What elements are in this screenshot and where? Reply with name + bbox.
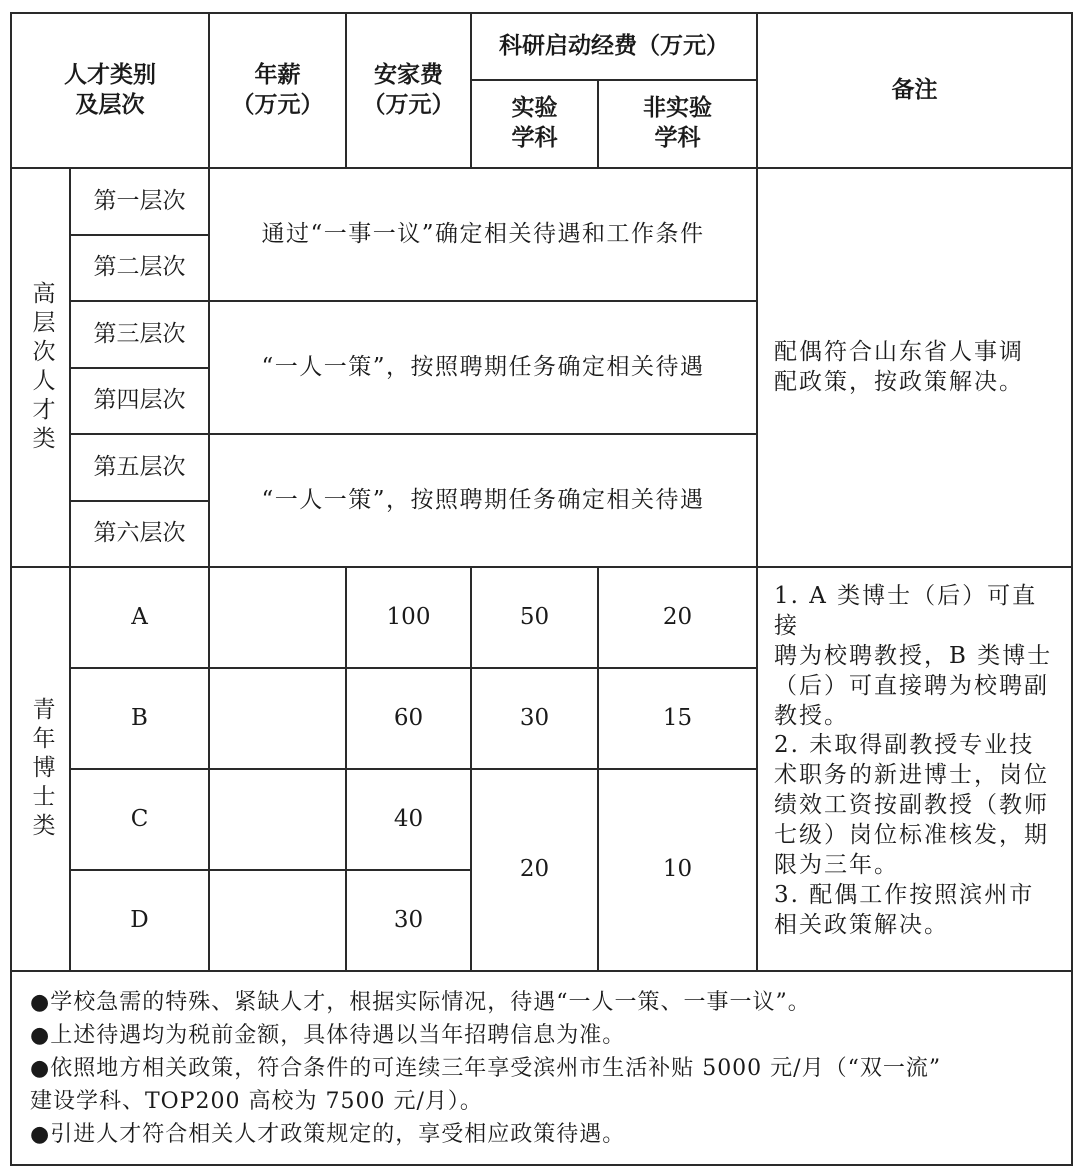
table-row	[11, 168, 1072, 235]
remark-line: 七级）岗位标准核发，期	[774, 822, 1049, 849]
header-non-experimental-line-2: 学科	[654, 125, 701, 151]
header-salary-line-2: （万元）	[231, 91, 324, 118]
level-cell: 第一层次	[70, 168, 209, 235]
experimental-cell: 50	[471, 567, 598, 668]
header-experimental-line-2: 学科	[511, 125, 558, 151]
level-cell: A	[70, 567, 209, 668]
level-cell: 第五层次	[70, 434, 209, 501]
remark-young-phd	[757, 567, 1072, 971]
remark-line: 相关政策解决。	[774, 911, 949, 938]
header-housing	[346, 13, 471, 168]
footer-notes	[11, 971, 1072, 1165]
header-non-experimental-line-1: 非实验	[643, 95, 712, 122]
level-cell: 第三层次	[70, 301, 209, 368]
non-experimental-cell: 20	[598, 567, 757, 668]
header-experimental	[471, 80, 598, 168]
header-housing-line-1: 安家费	[374, 61, 443, 88]
remark-line: 3. 配偶工作按照滨州市	[774, 881, 1035, 908]
group-label-young-phd-text: 青年博士类	[28, 696, 55, 842]
salary-cell	[209, 567, 346, 668]
non-experimental-cell-cd: 10	[598, 769, 757, 971]
remark-line: 2. 未取得副教授专业技	[774, 732, 1035, 759]
remark-line: 聘为校聘教授，B 类博士	[774, 642, 1053, 669]
salary-cell	[209, 870, 346, 971]
footer-note: 建设学科、TOP200 高校为 7500 元/月）。	[30, 1089, 483, 1114]
salary-cell	[209, 668, 346, 769]
group-label-high-level	[11, 168, 70, 567]
level-cell: D	[70, 870, 209, 971]
remark-line: 教授。	[774, 702, 849, 729]
header-non-experimental	[598, 80, 757, 168]
housing-cell: 40	[346, 769, 471, 870]
group-label-young-phd	[11, 567, 70, 971]
remark-high-level	[757, 168, 1072, 567]
remark-line: （后）可直接聘为校聘副	[774, 672, 1049, 699]
header-row-1	[11, 13, 1072, 80]
table-row	[11, 567, 1072, 668]
merged-treatment-3: “一人一策”，按照聘期任务确定相关待遇	[209, 434, 757, 567]
remark-line: 术职务的新进博士，岗位	[774, 762, 1049, 789]
remark-line: 限为三年。	[774, 852, 899, 879]
level-cell: 第四层次	[70, 368, 209, 434]
remark-line: 1. A 类博士（后）可直接	[774, 583, 1038, 639]
level-cell: 第六层次	[70, 501, 209, 567]
housing-cell: 100	[346, 567, 471, 668]
remark-high-level-line-2: 配政策，按政策解决。	[774, 368, 1024, 395]
header-category-line-1: 人才类别	[64, 61, 156, 88]
header-category-line-2: 及层次	[75, 91, 145, 118]
footer-note: ●引进人才符合相关人才政策规定的，享受相应政策待遇。	[30, 1122, 626, 1147]
level-cell: C	[70, 769, 209, 870]
experimental-cell-cd: 20	[471, 769, 598, 971]
header-experimental-line-1: 实验	[511, 95, 558, 122]
merged-treatment-2: “一人一策”，按照聘期任务确定相关待遇	[209, 301, 757, 434]
footer-row	[11, 971, 1072, 1165]
housing-cell: 30	[346, 870, 471, 971]
salary-cell	[209, 769, 346, 870]
header-research-funding: 科研启动经费（万元）	[471, 13, 757, 80]
housing-cell: 60	[346, 668, 471, 769]
footer-note: ●依照地方相关政策，符合条件的可连续三年享受滨州市生活补贴 5000 元/月（“双一流”	[30, 1056, 942, 1081]
footer-note: ●学校急需的特殊、紧缺人才，根据实际情况，待遇“一人一策、一事一议”。	[30, 990, 811, 1015]
header-category	[11, 13, 209, 168]
merged-treatment-1: 通过“一事一议”确定相关待遇和工作条件	[209, 168, 757, 301]
header-housing-line-2: （万元）	[362, 91, 455, 118]
talent-treatment-table	[10, 12, 1073, 1166]
group-label-high-level-text: 高层次人才类	[28, 280, 55, 455]
footer-note: ●上述待遇均为税前金额，具体待遇以当年招聘信息为准。	[30, 1023, 626, 1048]
remark-line: 绩效工资按副教授（教师	[774, 792, 1049, 819]
remark-high-level-line-1: 配偶符合山东省人事调	[774, 338, 1024, 365]
header-remarks: 备注	[757, 13, 1072, 168]
header-salary	[209, 13, 346, 168]
experimental-cell: 30	[471, 668, 598, 769]
level-cell: 第二层次	[70, 235, 209, 301]
non-experimental-cell: 15	[598, 668, 757, 769]
level-cell: B	[70, 668, 209, 769]
header-salary-line-1: 年薪	[254, 61, 301, 88]
